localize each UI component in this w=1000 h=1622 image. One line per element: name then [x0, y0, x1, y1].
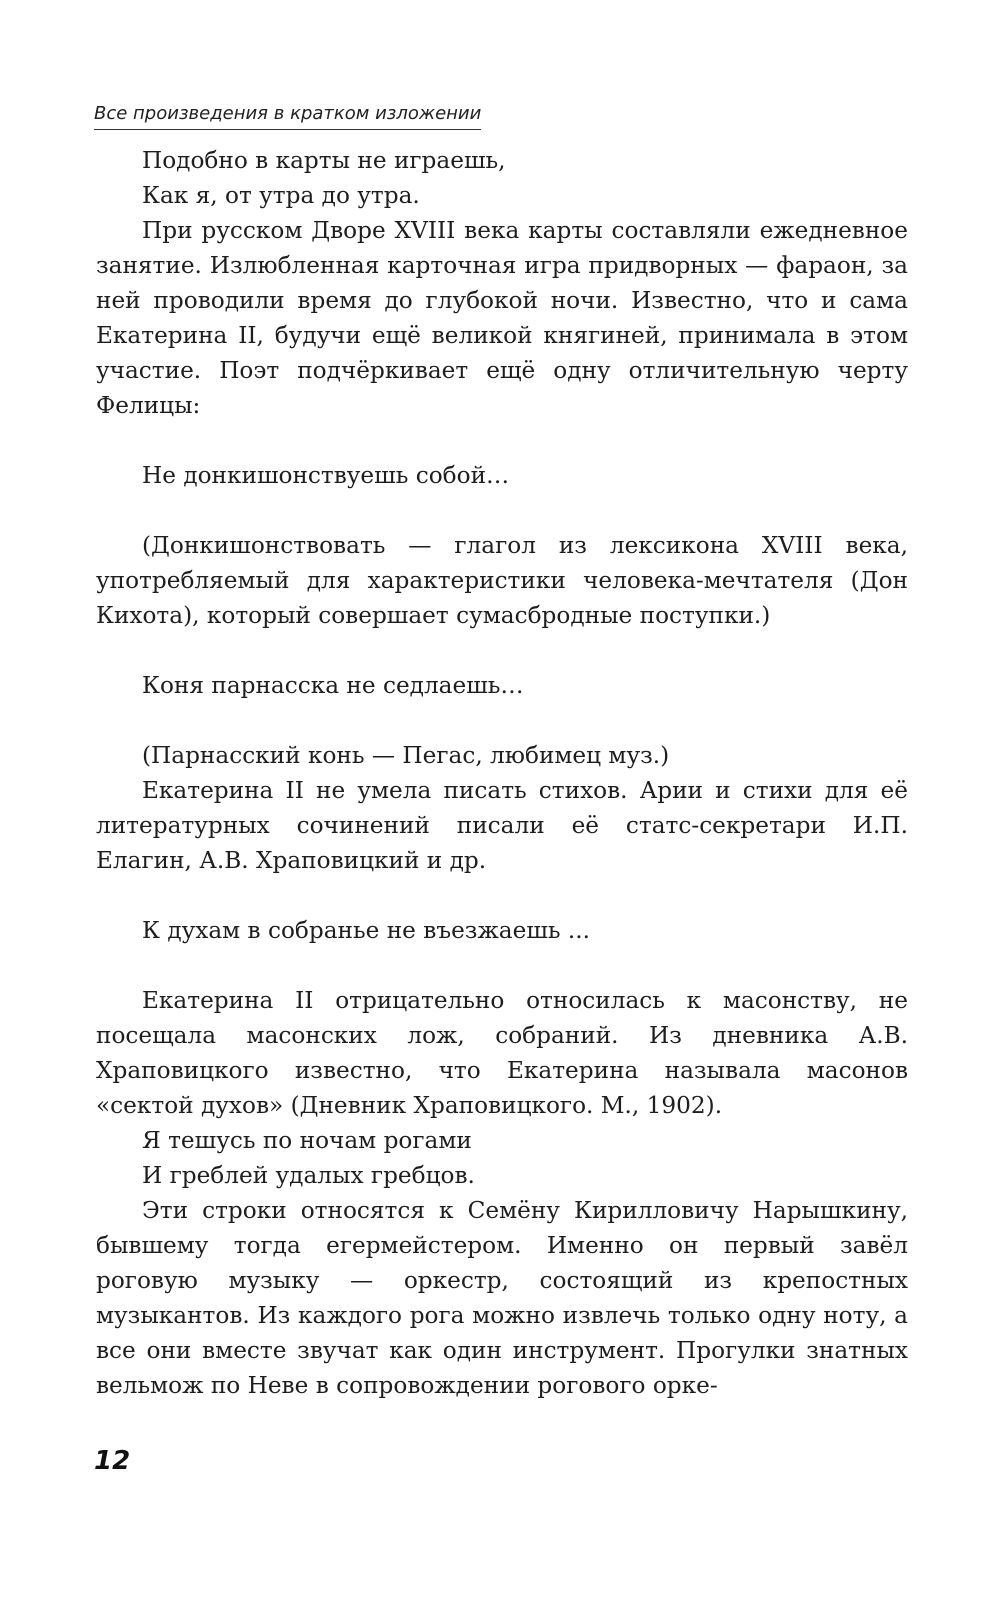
paragraph: Екатерина II не умела писать стихов. Арии и стихи для её литературных сочинений писали её статс-секретари И.П. Елагин, А.В. Храповицкий и др.	[96, 777, 908, 874]
verse-line: Не донкишонствуешь собой…	[142, 462, 510, 489]
verse-line: Я тешусь по ночам рогами	[142, 1127, 472, 1154]
verse-line: Подобно в карты не играешь,	[142, 147, 506, 174]
paragraph: (Донкишонствовать — глагол из лексикона XVIII века, употребляемый для характеристики человека-мечтателя (Дон Кихота), который совершает сумасбродные поступки.)	[96, 532, 908, 629]
verse-line: Коня парнасска не седлаешь…	[142, 672, 524, 699]
paragraph: При русском Дворе XVIII века карты составляли ежедневное занятие. Излюбленная карточная игра придворных — фараон, за ней проводили время до глубокой ночи. Известно, что и сама Екатерина II, будучи ещё великой княгиней, принимала в этом участие. Поэт подчёркивает ещё одну отличительную черту Фелицы:	[96, 217, 908, 419]
verse-line: И греблей удалых гребцов.	[142, 1162, 475, 1189]
page-body	[96, 143, 908, 1403]
running-header: Все произведения в кратком изложении	[94, 103, 481, 130]
paragraph: Екатерина II отрицательно относилась к масонству, не посещала масонских лож, собраний. Из дневника А.В. Храповицкого известно, что Екатерина называла масонов «сектой духов» (Дневник Храповицкого. М., 1902).	[96, 987, 908, 1119]
page-number: 12	[94, 1446, 131, 1476]
verse-line: Как я, от утра до утра.	[142, 182, 420, 209]
paragraph: (Парнасский конь — Пегас, любимец муз.)	[142, 742, 670, 769]
verse-line: К духам в собранье не въезжаешь ...	[142, 917, 590, 944]
paragraph: Эти строки относятся к Семёну Кирилловичу Нарышкину, бывшему тогда егермейстером. Именно он первый завёл роговую музыку — оркестр, состоящий из крепостных музыкантов. Из каждого рога можно извлечь только одну ноту, а все они вместе звучат как один инструмент. Прогулки знатных вельмож по Неве в сопровождении рогового орке-	[96, 1197, 908, 1399]
